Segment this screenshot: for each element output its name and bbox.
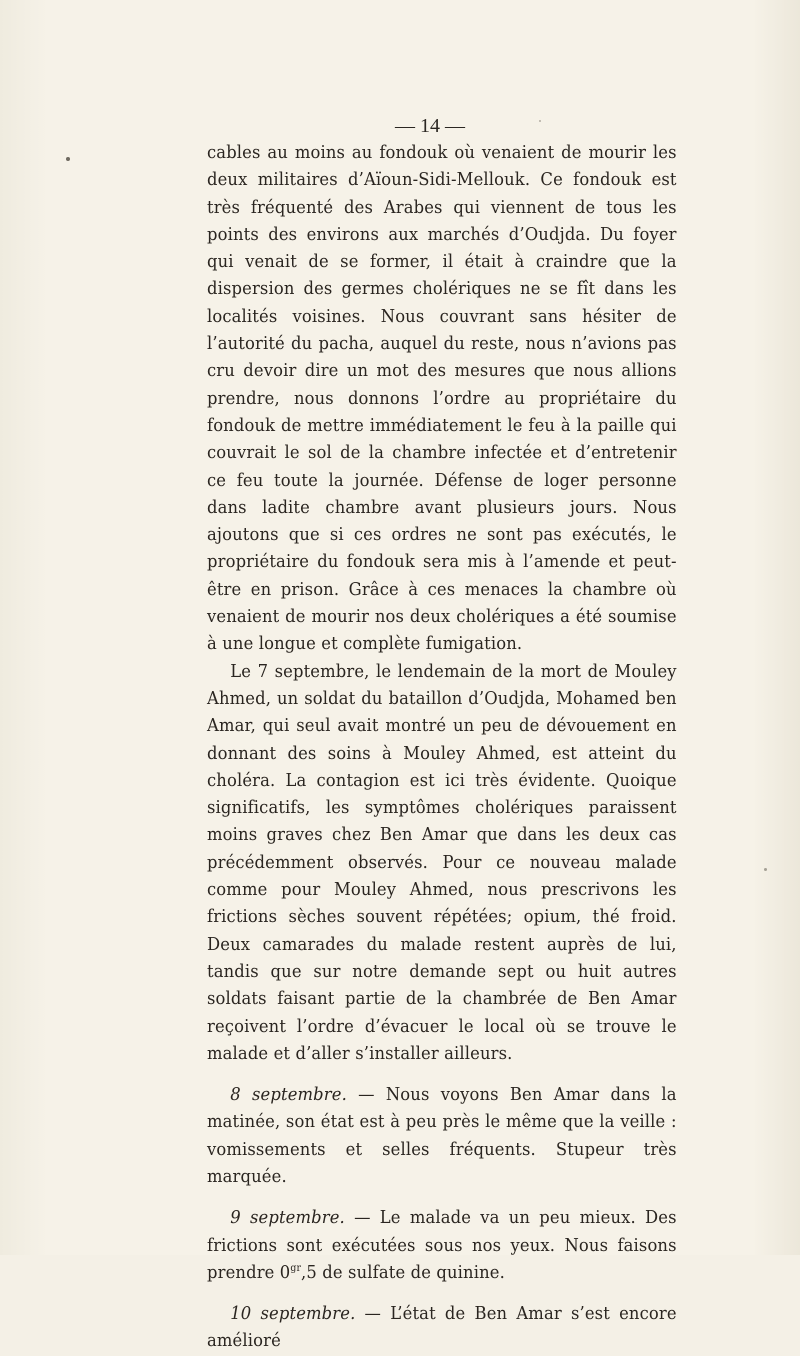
paper-speck [539, 120, 541, 122]
entry-text: — Le malade va un peu mieux. Des frictions sont exécutées sous nos yeux. Nous faisons prendre 0 [207, 1208, 677, 1283]
body-text [207, 140, 677, 1356]
date-10-septembre: 10 septembre. [230, 1304, 356, 1325]
entry-text: — L’état de Ben Amar s’est encore amélioré [207, 1304, 677, 1352]
paper-speck [764, 868, 767, 871]
date-9-septembre: 9 septembre. [230, 1208, 345, 1229]
paragraph-fondouk: cables au moins au fondouk où venaient de mourir les deux militaires d’Aïoun-Sidi-Mellouk. Ce fondouk est très fréquenté des Arabes qui viennent de tous les points des environs aux marchés d’Oudjda. Du foyer qui venait de se former, il était à craindre que la dispersion des germes cholériques ne se fît dans les localités voisines. Nous couvrant sans hésiter de l’autorité du pacha, auquel du reste, nous n’avions pas cru devoir dire un mot des mesures que nous allions prendre, nous donnons l’ordre au propriétaire du fondouk de mettre immédiatement le feu à la paille qui couvrait le sol de la chambre infectée et d’entretenir ce feu toute la journée. Défense de loger personne dans ladite chambre avant plusieurs jours. Nous ajoutons que si ces ordres ne sont pas exécutés, le propriétaire du fondouk sera mis à l’amende et peut-être en prison. Grâce à ces menaces la chambre où venaient de mourir nos deux cholériques a été soumise à une longue et complète fumigation. [207, 143, 677, 655]
unit-grammes: gr [290, 1263, 302, 1275]
paragraph-10-septembre [207, 1301, 677, 1356]
paragraph-ben-amar: Le 7 septembre, le lendemain de la mort de Mouley Ahmed, un soldat du bataillon d’Oudjda, Mohamed ben Amar, qui seul avait montré un peu de dévouement en donnant des soins à Mouley Ahmed, est atteint du choléra. La contagion est ici très évidente. Quoique significatifs, les symptômes cholériques paraissent moins graves chez Ben Amar que dans les deux cas précédemment observés. Pour ce nouveau malade comme pour Mouley Ahmed, nous prescrivons les frictions sèches souvent répétées; opium, thé froid. Deux camarades du malade restent auprès de lui, tandis que sur notre demande sept ou huit autres soldats faisant partie de la chambrée de Ben Amar reçoivent l’ordre d’évacuer le local où se trouve le malade et d’aller s’installer ailleurs. [207, 661, 677, 1064]
entry-text: — Nous voyons Ben Amar dans la matinée, son état est à peu près le même que la veille : vomissements et selles fréquents. Stupeur très marquée. [207, 1085, 677, 1187]
page-number: — 14 — [395, 115, 465, 137]
date-8-septembre: 8 septembre. [230, 1085, 347, 1106]
paragraph-9-septembre [207, 1205, 677, 1287]
entry-text-end: ,5 de sulfate de quinine. [301, 1262, 505, 1283]
paragraph-8-septembre [207, 1082, 677, 1191]
paper-speck [66, 157, 70, 161]
